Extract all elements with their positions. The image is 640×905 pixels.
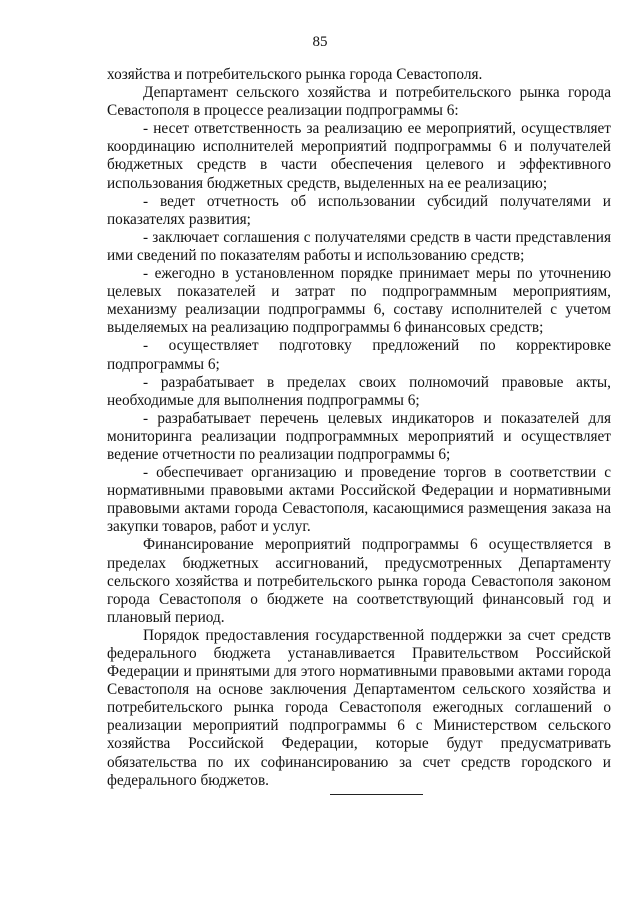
list-item-agreements: - заключает соглашения с получателями средств в части представления ими сведений по показателям работы и использованию средств; (107, 228, 611, 264)
page-number: 85 (312, 34, 328, 50)
list-item-adjustment-proposals: - осуществляет подготовку предложений по корректировке подпрограммы 6; (107, 337, 611, 373)
list-item-annual-measures: - ежегодно в установленном порядке принимает меры по уточнению целевых показателей и затрат по подпрограммным мероприятиям, механизму реализации подпрограммы 6, составу исполнителей с учетом выделяемых на реализацию подпрограммы 6 финансовых средств; (107, 265, 611, 337)
list-item-tenders: - обеспечивает организацию и проведение торгов в соответствии с нормативными правовыми актами Российской Федерации и нормативными правовыми актами города Севастополя, касающимися размещения заказа на закупки товаров, работ и услуг. (107, 464, 611, 536)
list-item-indicators: - разрабатывает перечень целевых индикаторов и показателей для мониторинга реализации подпрограммных мероприятий и осуществляет ведение отчетности по реализации подпрограммы 6; (107, 409, 611, 463)
paragraph-continuation: хозяйства и потребительского рынка города Севастополя. (107, 66, 483, 83)
end-divider (330, 794, 423, 795)
document-body (107, 66, 611, 790)
paragraph-intro: Департамент сельского хозяйства и потребительского рынка города Севастополя в процессе реализации подпрограммы 6: (107, 84, 611, 120)
list-item-legal-acts: - разрабатывает в пределах своих полномочий правовые акты, необходимые для выполнения подпрограммы 6; (107, 373, 611, 409)
list-item-reporting: - ведет отчетность об использовании субсидий получателями и показателях развития; (107, 192, 611, 228)
paragraph-financing: Финансирование мероприятий подпрограммы 6 осуществляется в пределах бюджетных ассигнований, предусмотренных Департаменту сельского хозяйства и потребительского рынка города Севастополя законом города Севастополя о бюджете на соответствующий финансовый год и плановый период. (107, 536, 611, 626)
list-item-responsibility: - несет ответственность за реализацию ее мероприятий, осуществляет координацию исполнителей мероприятий подпрограммы 6 и получателей бюджетных средств в части обеспечения целевого и эффективного использования бюджетных средств, выделенных на ее реализацию; (107, 120, 611, 192)
paragraph-state-support: Порядок предоставления государственной поддержки за счет средств федерального бюджета устанавливается Правительством Российской Федерации и принятыми для этого нормативными правовыми актами города Севастополя на основе заключения Департаментом сельского хозяйства и потребительского рынка города Севастополя ежегодных соглашений о реализации мероприятий подпрограммы 6 с Министерством сельского хозяйства Российской Федерации, которые будут предусматривать обязательства по их софинансированию за счет средств городского и федерального бюджетов. (107, 626, 611, 789)
